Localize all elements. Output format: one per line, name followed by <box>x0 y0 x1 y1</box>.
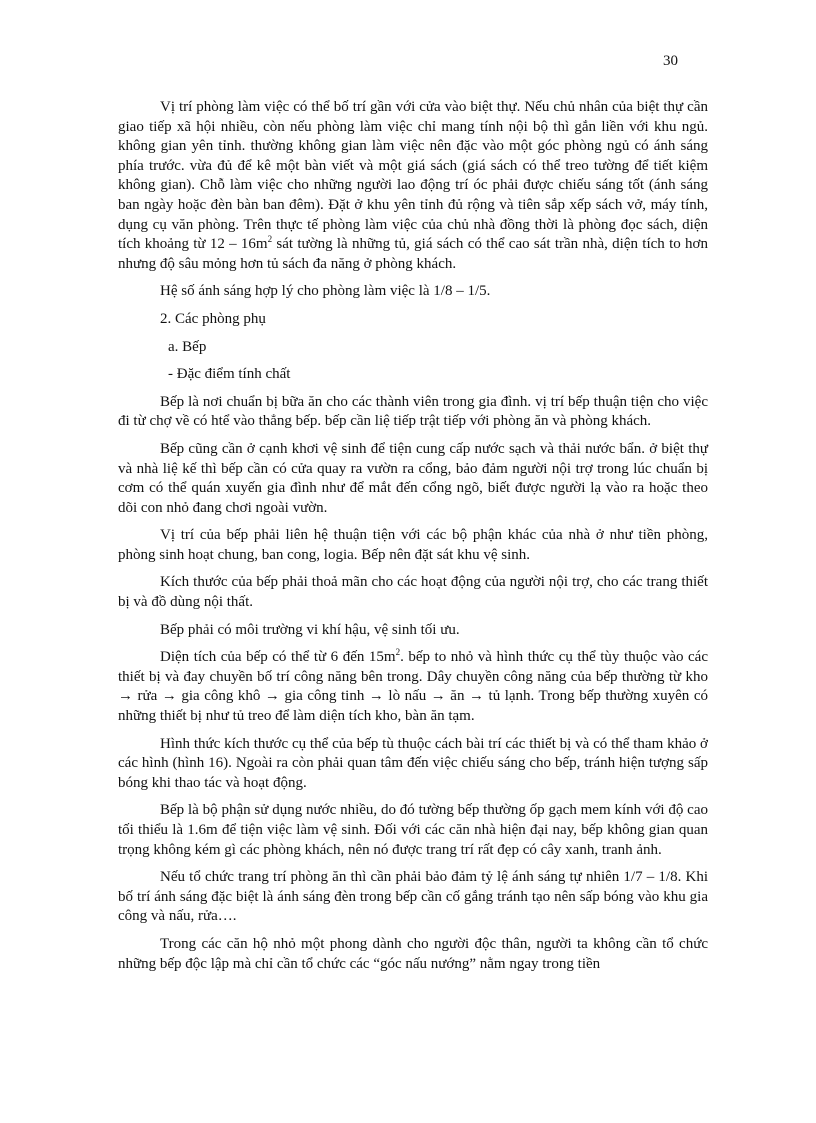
paragraph-kitchen-area: Diện tích của bếp có thể từ 6 đến $15m^2$. bếp to nhỏ và hình thức cụ thể tùy thuộc vào các thiết bị và đay chuyền bố trí công năng bên trong. Dây chuyền công năng của bếp thường từ kho → rửa → gia công khô → gia công tinh → lò nấu → ăn → tủ lạnh. Trong bếp thường xuyên có những thiết bị như tủ treo để làm diện tích kho, bàn ăn tạm. <box>118 647 708 725</box>
paragraph-office-location: Vị trí phòng làm việc có thể bố trí gần với cửa vào biệt thự. Nếu chủ nhân của biệt thự cần giao tiếp xã hội nhiều, còn nếu phòng làm việc chỉ mang tính nội bộ thì gắn liền với khu ngủ. không gian yên tỉnh. thường không gian làm việc nên đặc vào một góc phòng ngủ có ánh sáng phía trước. vừa đủ để kê một bàn viết và một giá sách (giá sách có thể treo tường để tiết kiệm không gian). Chỗ làm việc cho những người lao động trí óc phải được chiếu sáng tốt (ánh sáng ban ngày hoặc đèn bàn ban đêm). Đặt ở khu yên tỉnh đủ rộng và tiên sắp xếp sách vở, máy tính, dụng cụ văn phòng. Trên thực tế phòng làm việc của chủ nhà đồng thời là phòng đọc sách, diện tích khoảng từ $12 - 16m^2$ sát tường là những tủ, giá sách có thể cao sát trần nhà, diện tích to hơn nhưng độ sâu mỏng hơn tủ sách đa năng ở phòng khách. <box>118 99 708 272</box>
paragraph-kitchen-form: Hình thức kích thước cụ thể của bếp tù thuộc cách bài trí các thiết bị và có thể tham khảo ở các hình (hình 16). Ngoài ra còn phải quan tâm đến việc chiếu sáng cho bếp, tránh hiện tượng sấp bóng khi thao tác và hoạt động. <box>118 735 708 791</box>
paragraph-small-apartment: Trong các căn hộ nhỏ một phong dành cho người độc thân, người ta không cần tổ chức những bếp độc lập mà chỉ cần tổ chức các “góc nấu nướng” nằm ngay trong tiền <box>118 935 708 972</box>
subheading-characteristics: - Đặc điểm tính chất <box>168 366 291 383</box>
paragraph-kitchen-purpose: Bếp là nơi chuẩn bị bữa ăn cho các thành viên trong gia đình. vị trí bếp thuận tiện cho việc đi từ chợ về có htể vào thẳng bếp. bếp cần liệ tiếp trật tiếp với phòng ăn và phòng khách. <box>118 393 708 430</box>
paragraph-kitchen-size: Kích thước của bếp phải thoả mãn cho các hoạt động của người nội trợ, cho các trang thiết bị và đồ dùng nội thất. <box>118 574 708 611</box>
subsection-heading-kitchen: a. Bếp <box>168 338 207 355</box>
document-body <box>118 98 708 982</box>
paragraph-kitchen-climate: Bếp phải có môi trường vi khí hậu, vệ sinh tối ưu. <box>160 621 460 638</box>
paragraph-dining-light: Nếu tổ chức trang trí phòng ăn thì cần phải bảo đảm tỷ lệ ánh sáng tự nhiên 1/7 – 1/8. Khi bố trí ánh sáng đặc biệt là ánh sáng đèn trong bếp cần cố gắng tránh tạo nên sấp bóng vào khu gia công và nấu, rửa…. <box>118 869 708 925</box>
paragraph-kitchen-sanitation: Bếp cũng cần ở cạnh khơi vệ sinh để tiện cung cấp nước sạch và thải nước bẩn. ở biệt thự và nhà liệ kế thì bếp cần có cửa quay ra vườn ra cổng, bảo đảm người nội trợ trong lúc chuẩn bị cơm có thể quán xuyến gia đình như để mắt đến cổng ngõ, biết được người lạ vào ra hoặc theo dõi con nhỏ đang chơi ngoài vườn. <box>118 440 708 516</box>
section-heading-auxiliary-rooms: 2. Các phòng phụ <box>160 310 266 327</box>
paragraph-kitchen-tiles: Bếp là bộ phận sử dụng nước nhiều, do đó tường bếp thường ốp gạch mem kính với độ cao tối thiểu là 1.6m để tiện việc làm vệ sinh. Đối với các căn nhà hiện đại nay, bếp không gian quan trọng không kém gì các phòng khách, nên nó được trang trí rất đẹp có cây xanh, tranh ảnh. <box>118 802 708 858</box>
paragraph-kitchen-position: Vị trí của bếp phải liên hệ thuận tiện với các bộ phận khác của nhà ở như tiền phòng, phòng sinh hoạt chung, ban cong, logia. Bếp nên đặt sát khu vệ sinh. <box>118 527 708 563</box>
paragraph-light-ratio: Hệ số ánh sáng hợp lý cho phòng làm việc là 1/8 – 1/5. <box>160 283 491 300</box>
page-number: 30 <box>663 53 678 69</box>
